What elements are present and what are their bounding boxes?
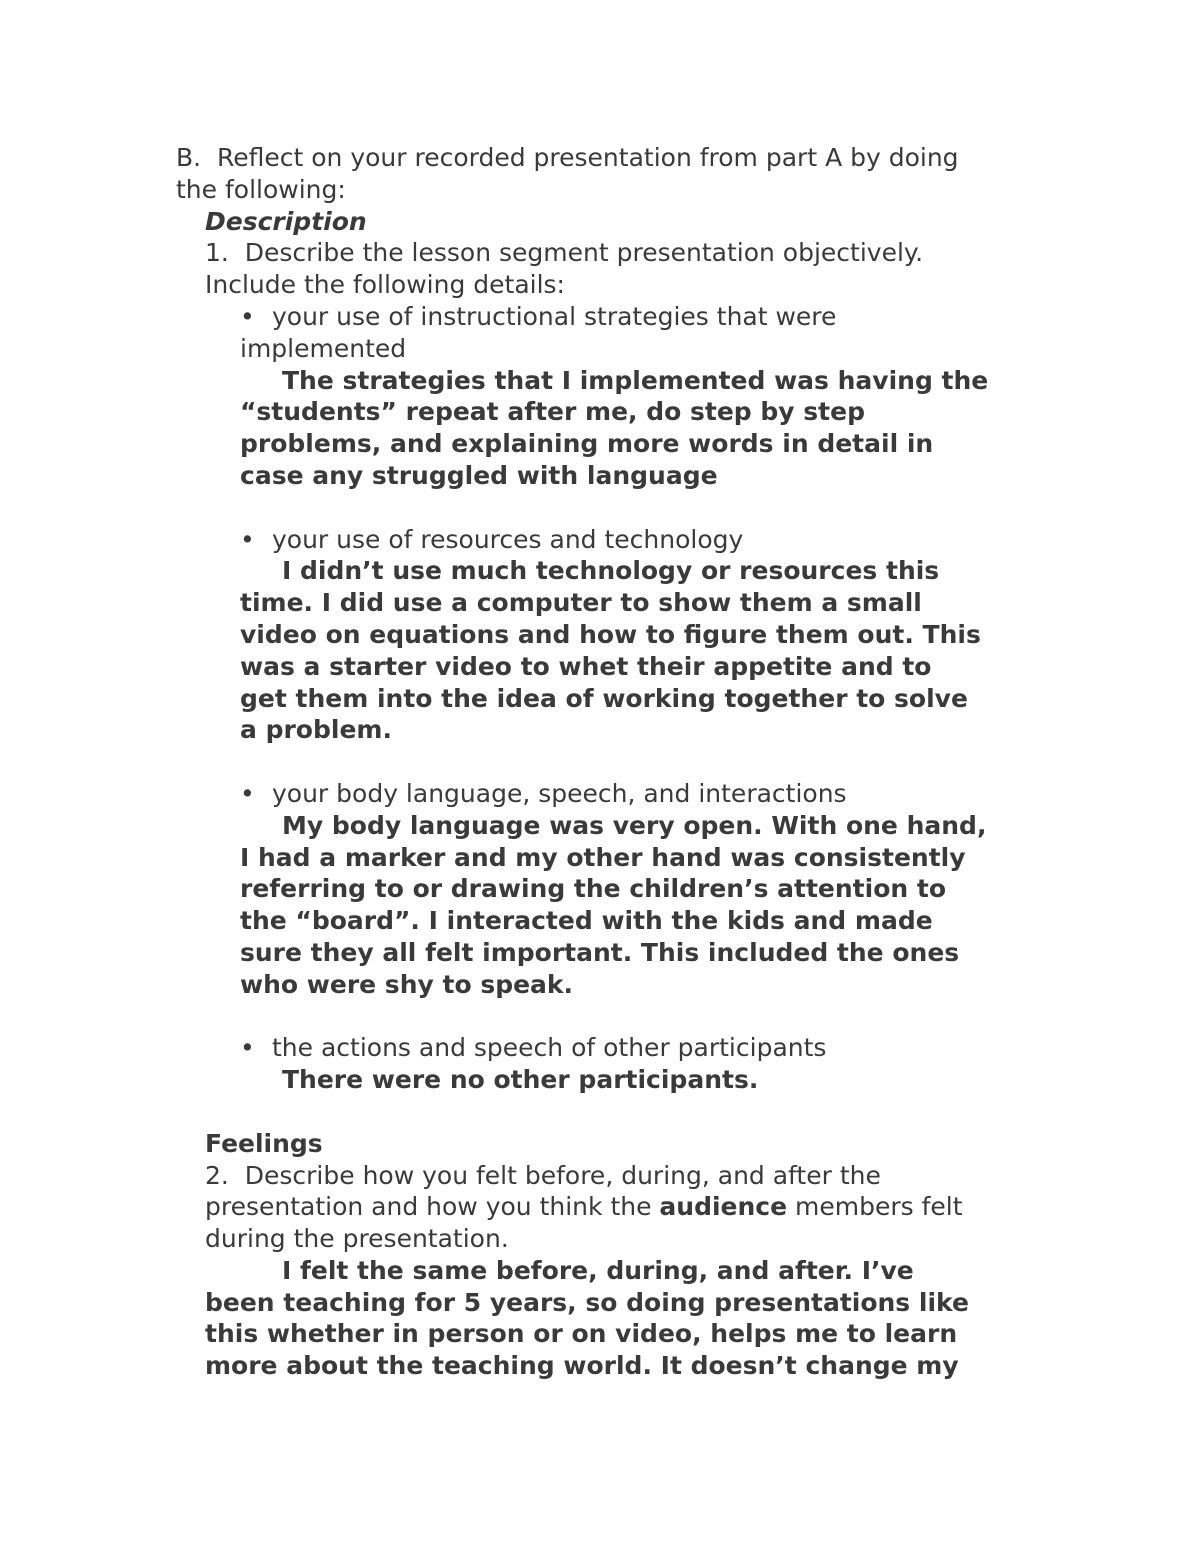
answer-line: this whether in person or on video, helps me to learn (205, 1319, 958, 1349)
answer-line: “students” repeat after me, do step by step (240, 397, 865, 427)
question-2-line-1: 2. Describe how you felt before, during, and after the (205, 1160, 881, 1190)
spacer (176, 492, 1076, 524)
answer-line: who were shy to speak. (240, 969, 574, 999)
bullet-icon: • (240, 301, 255, 331)
answer-line: get them into the idea of working together to solve (240, 683, 968, 713)
prompt-text: the actions and speech of other participants (272, 1033, 827, 1063)
bullet-icon: • (240, 1033, 255, 1063)
answer-line: There were no other participants. (282, 1065, 759, 1095)
list-item-prompt (176, 524, 1076, 556)
q2-text-pre: presentation and how you think the (205, 1192, 660, 1222)
answer-line: I felt the same before, during, and after. I’ve (282, 1255, 914, 1285)
document-page (176, 142, 1076, 1382)
answer-line: was a starter video to whet their appetite and to (240, 651, 932, 681)
feelings-heading: Feelings (205, 1128, 323, 1158)
answer-line: The strategies that I implemented was having the (282, 365, 989, 395)
answer-line: problems, and explaining more words in detail in (240, 429, 934, 459)
answer-line: sure they all felt important. This included the ones (240, 937, 960, 967)
bullet-icon: • (240, 524, 255, 554)
question-1-line-2: Include the following details: (205, 270, 565, 300)
answer-line: been teaching for 5 years, so doing presentations like (205, 1287, 969, 1317)
intro-line-1: B. Reflect on your recorded presentation from part A by doing (176, 143, 959, 172)
list-item-prompt (176, 301, 1076, 333)
list-item-prompt (176, 1032, 1076, 1064)
prompt-text: your use of instructional strategies that were (272, 301, 837, 331)
q2-text-post: members felt (787, 1192, 963, 1222)
q2-text-bold: audience (659, 1192, 788, 1222)
answer-line: time. I did use a computer to show them a small (240, 588, 922, 618)
question-2-line-2 (176, 1191, 1076, 1223)
answer-line: case any struggled with language (240, 460, 718, 490)
list-item-prompt (176, 778, 1076, 810)
question-1-line-1: 1. Describe the lesson segment presentation objectively. (205, 238, 924, 268)
prompt-text: your body language, speech, and interactions (272, 778, 847, 808)
answer-line: I had a marker and my other hand was consistently (240, 842, 966, 872)
prompt-text: your use of resources and technology (272, 524, 744, 554)
answer-line: more about the teaching world. It doesn’t change my (205, 1351, 959, 1381)
description-heading: Description (205, 206, 367, 236)
answer-line: a problem. (240, 715, 392, 745)
answer-line: My body language was very open. With one hand, (282, 810, 987, 840)
list-item-prompt-cont: implemented (240, 333, 407, 363)
answer-line: video on equations and how to figure them out. This (240, 619, 981, 649)
answer-line: the “board”. I interacted with the kids and made (240, 906, 933, 936)
answer-line: referring to or drawing the children’s attention to (240, 874, 947, 904)
intro-line-2: the following: (176, 174, 346, 204)
question-2-line-3: during the presentation. (205, 1224, 509, 1254)
spacer (176, 746, 1076, 778)
spacer (176, 1096, 1076, 1128)
bullet-icon: • (240, 778, 255, 808)
spacer (176, 1001, 1076, 1033)
answer-line: I didn’t use much technology or resources this (282, 556, 940, 586)
